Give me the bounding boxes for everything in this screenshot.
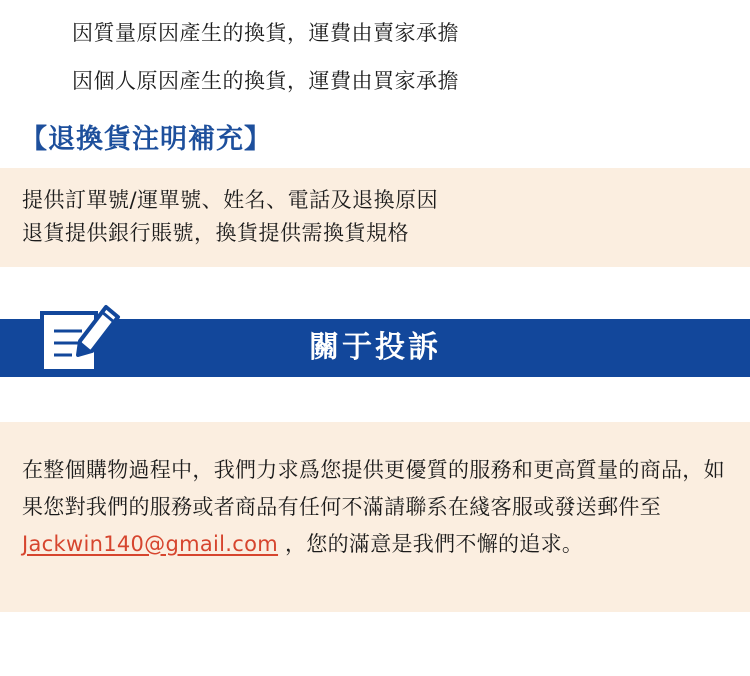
note-line: 退貨提供銀行賬號，換貨提供需換貨規格: [22, 220, 409, 245]
policy-line: 因個人原因產生的換貨，運費由買家承擔: [72, 68, 459, 93]
policy-line: 因質量原因產生的換貨，運費由賣家承擔: [72, 21, 459, 45]
support-email-link[interactable]: Jackwin140@gmail.com: [22, 531, 279, 556]
note-section-heading: 【退換貨注明補充】: [20, 124, 272, 155]
return-policy-list: [0, 0, 750, 97]
complaint-text-before: 在整個購物過程中，我們力求爲您提供更優質的服務和更高質量的商品，如果您對我們的服務或者商品有任何不滿請聯系在綫客服或發送郵件至: [22, 458, 725, 519]
note-box: [0, 168, 750, 267]
banner-title: 關于投訴: [309, 330, 441, 366]
complaint-text-after: ，您的滿意是我們不懈的追求。: [278, 531, 584, 556]
complaint-text-box: [0, 422, 750, 612]
note-line: 提供訂單號/運單號、姓名、電話及退換原因: [22, 188, 439, 212]
complaint-banner: [0, 319, 750, 381]
complaint-paragraph: [0, 422, 750, 562]
pencil-note-icon: [36, 297, 122, 377]
